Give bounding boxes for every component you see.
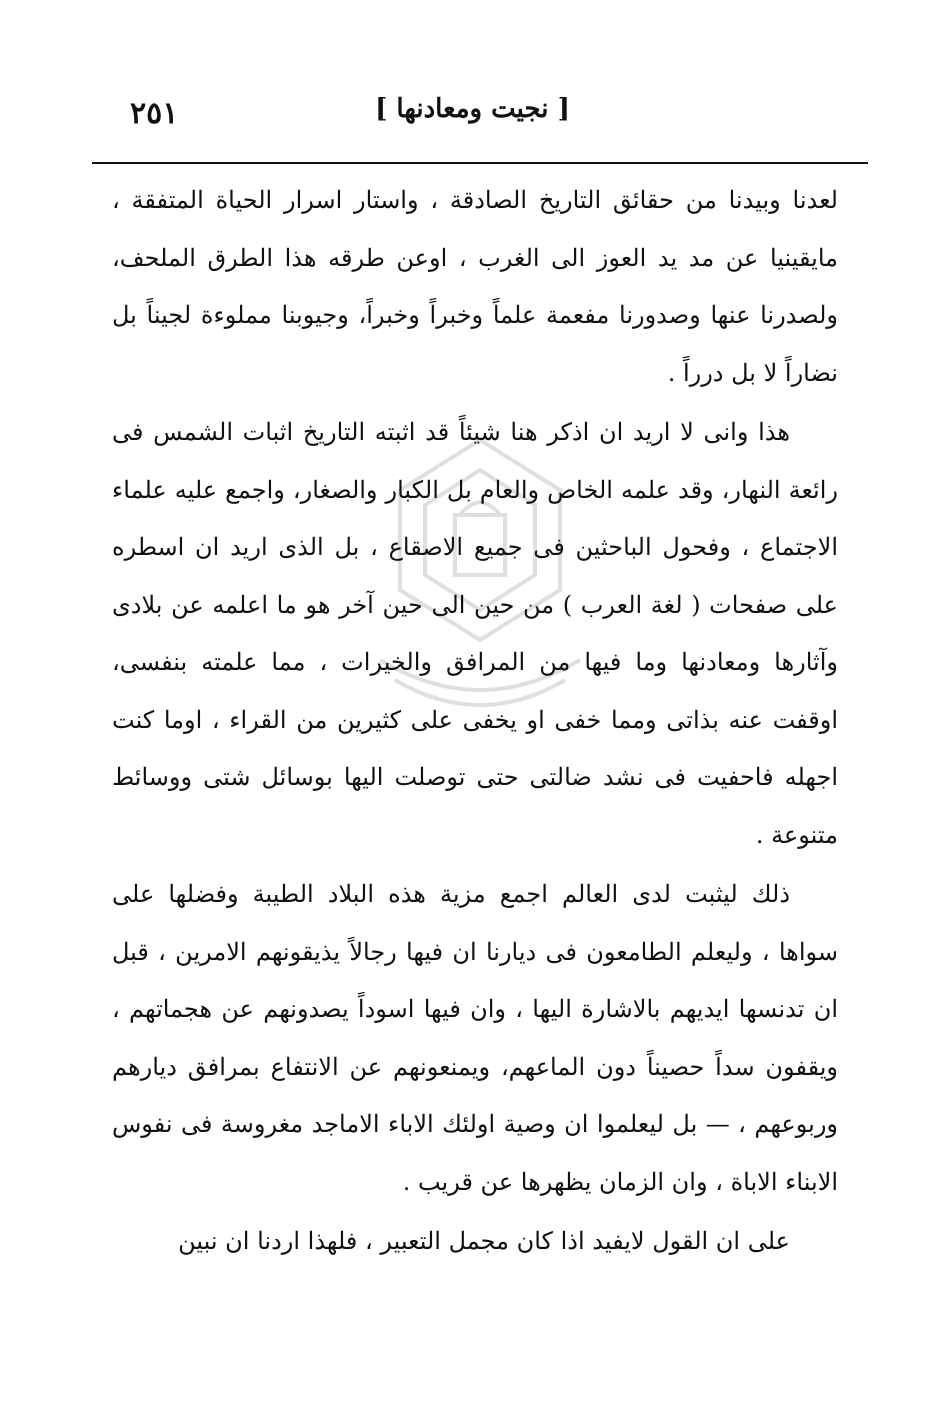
page-header <box>110 84 835 154</box>
article-body <box>112 172 838 1271</box>
paragraph-2: هذا وانى لا اريد ان اذكر هنا شيئاً قد اثبته التاريخ اثبات الشمس فى رائعة النهار، وقد علمه الخاص والعام بل الكبار والصغار، واجمع عليه علماء الاجتماع ، وفحول الباحثين فى جميع الاصقاع ، بل الذى اريد ان اسطره على صفحات ( لغة العرب ) من حين الى حين آخر هو ما اعلمه عن بلادى وآثارها ومعادنها وما فيها من المرافق والخيرات ، مما علمته بنفسى، اوقفت عنه بذاتى ومما خفى او يخفى على كثيرين من القراء ، اوما كنت اجهله فاحفيت فى نشد ضالتى حتى توصلت اليها بوسائل شتى ووسائط متنوعة . <box>112 418 838 849</box>
page-number: ٢٥١ <box>130 96 179 131</box>
paragraph-3: ذلك ليثبت لدى العالم اجمع مزية هذه البلاد الطيبة وفضلها على سواها ، وليعلم الطامعون فى ديارنا ان فيها رجالاً يذيقونهم الامرين ، قبل ان تدنسها ايديهم بالاشارة اليها ، وان فيها اسوداً يصدونهم عن هجماتهم ، ويقفون سداً حصيناً دون الماعهم، ويمنعونهم عن الانتفاع بمرافق ديارهم وربوعهم ، — بل ليعلموا ان وصية اولئك الاباء الاماجد مغروسة فى نفوس الابناء الاباة ، وان الزمان يظهرها عن قريب . <box>112 880 838 1196</box>
paragraph-4: على ان القول لايفيد اذا كان مجمل التعبير ، فلهذا اردنا ان نبين <box>178 1227 790 1255</box>
header-rule <box>92 162 868 164</box>
running-title: [ نجيت ومعادنها ] <box>375 94 570 124</box>
paragraph-1: لعدنا وبيدنا من حقائق التاريخ الصادقة ، واستار اسرار الحياة المتفقة ، مايقينيا عن مد يد العوز الى الغرب ، اوعن طرقه هذا الطرق الملحف، ولصدرنا عنها وصدورنا مفعمة علماً وخبراً وخبراً، وجيوبنا مملوءة لجيناً بل نضاراً لا بل درراً . <box>112 186 838 387</box>
